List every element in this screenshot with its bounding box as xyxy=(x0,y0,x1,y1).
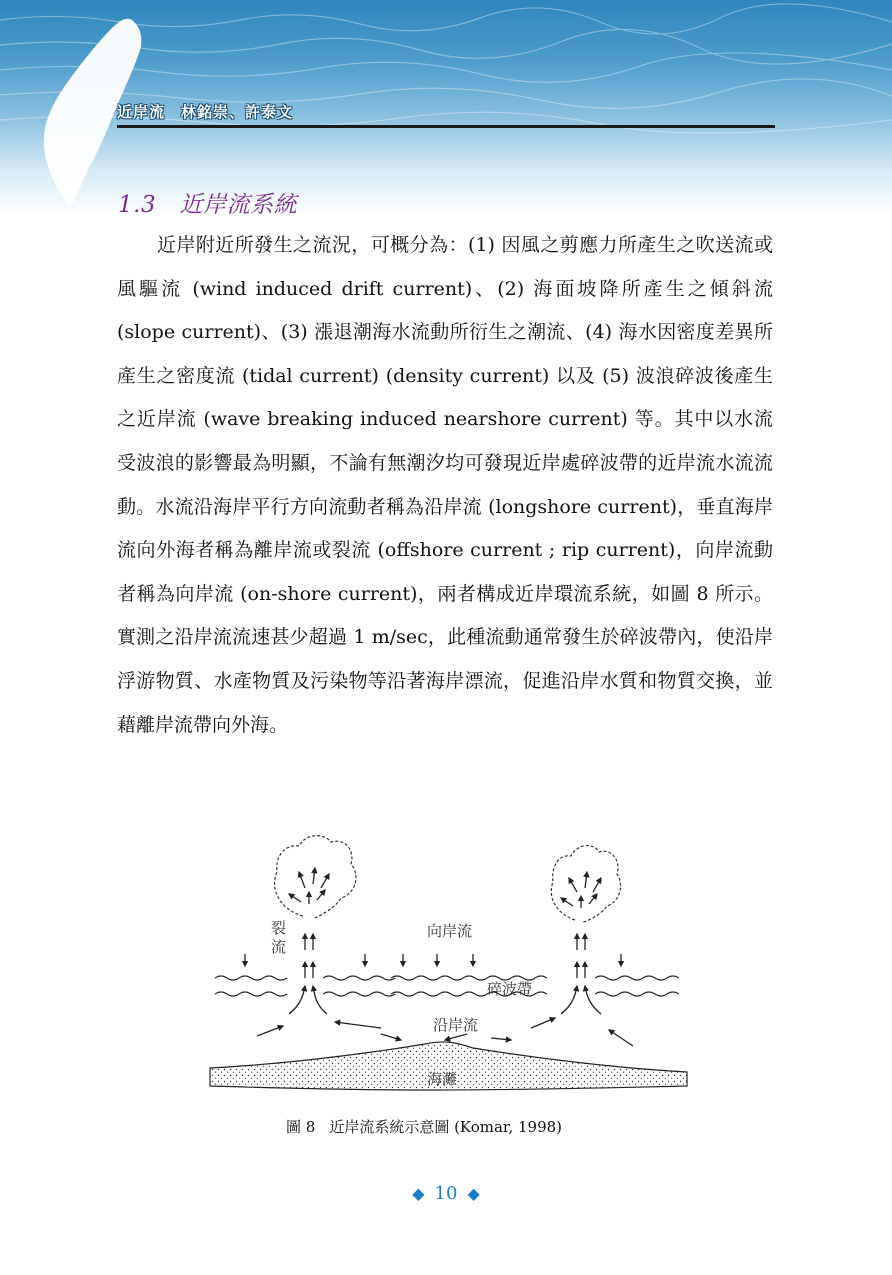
section-title: 1.3 近岸流系統 xyxy=(118,192,298,218)
body-text xyxy=(117,224,773,747)
figure-caption xyxy=(286,1116,562,1137)
label-breaker-zone: 碎波帶 xyxy=(487,980,533,998)
page-number: 10 xyxy=(434,1183,458,1204)
body-paragraph: 近岸附近所發生之流況，可概分為：(1) 因風之剪應力所產生之吹送流或風驅流 (wind induced drift current)、(2) 海面坡降所產生之傾斜流 (slope current)、(3) 漲退潮海水流動所衍生之潮流、(4) 海水因密度差異所產生之密度流 (tidal current) (density current) 以及 (5) 波浪碎波後產生之近岸流 (wave breaking induced nearshore current) 等。其中以水流受波浪的影響最為明顯，不論有無潮汐均可發現近岸處碎波帶的近岸流水流流動。水流沿海岸平行方向流動者稱為沿岸流 (longshore current)，垂直海岸流向外海者稱為離岸流或裂流 (offshore current ; rip current)，向岸流動者稱為向岸流 (on-shore current)，兩者構成近岸環流系統，如圖 8 所示。實測之沿岸流流速甚少超過 1 m/sec，此種流動通常發生於碎波帶內，使沿岸浮游物質、水產物質及污染物等沿著海岸漂流，促進沿岸水質和物質交換，並藉離岸流帶向外海。 xyxy=(117,234,773,736)
diamond-icon: ◆ xyxy=(412,1184,425,1203)
diamond-icon: ◆ xyxy=(467,1184,480,1203)
label-rip-current-2: 流 xyxy=(271,938,287,956)
header-rule xyxy=(117,125,775,128)
page-number-footer xyxy=(396,1183,496,1204)
running-head: 近岸流 林銘崇、許泰文 xyxy=(117,103,294,121)
figure-number: 圖 8 xyxy=(286,1118,316,1136)
label-beach: 海灘 xyxy=(427,1070,458,1088)
label-onshore-current: 向岸流 xyxy=(427,922,473,940)
nearshore-current-diagram xyxy=(205,828,690,1100)
label-rip-current-1: 裂 xyxy=(271,919,287,937)
rip-head-left xyxy=(275,836,356,918)
label-longshore-current: 沿岸流 xyxy=(433,1016,479,1034)
figure-caption-text: 近岸流系統示意圖 (Komar, 1998) xyxy=(329,1118,563,1136)
